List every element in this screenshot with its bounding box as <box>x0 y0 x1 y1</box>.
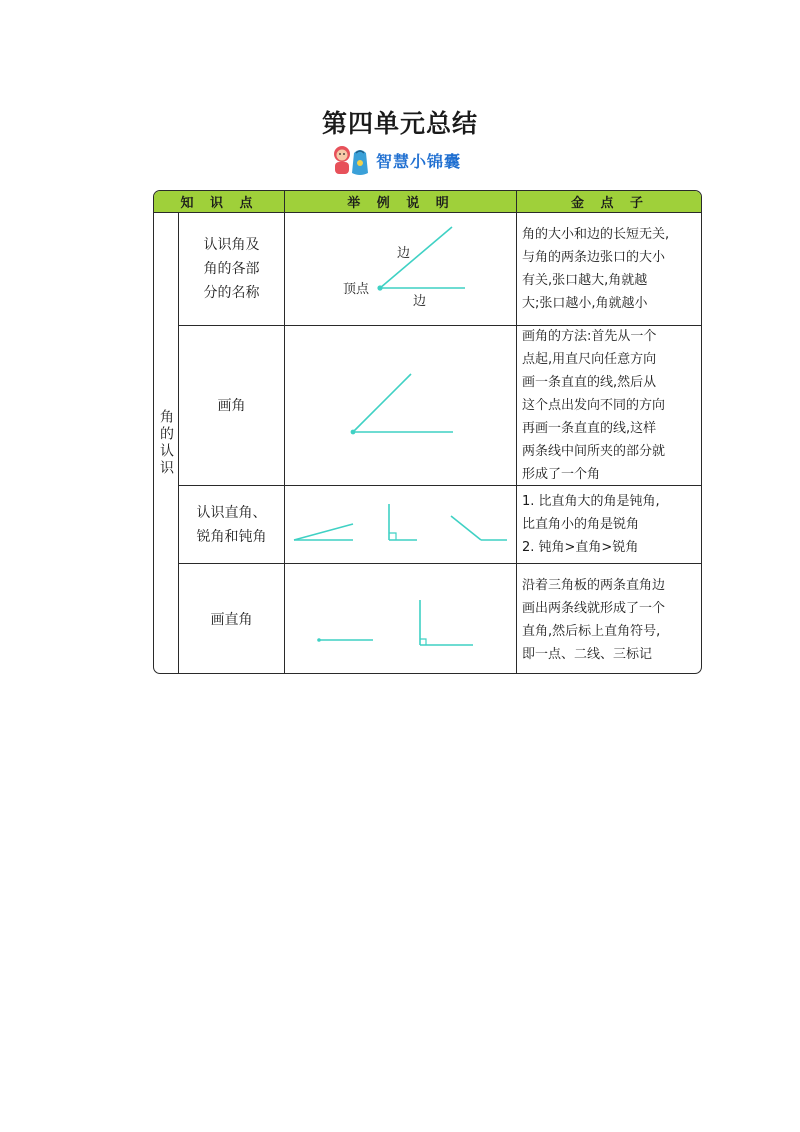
boy-and-bag-mascot-icon <box>330 143 370 177</box>
angle-parts-diagram <box>285 213 516 325</box>
tip-cell <box>522 326 698 485</box>
ray-with-point <box>317 638 373 642</box>
acute-angle <box>294 524 353 540</box>
label-side-top: 边 <box>397 246 411 261</box>
knowledge-text: 认识角及 角的各部 分的名称 <box>203 237 260 301</box>
knowledge-cell <box>179 564 284 674</box>
section-subtitle <box>330 143 461 177</box>
example-cell <box>285 564 516 674</box>
category-label: 角的认识 <box>158 409 174 477</box>
tip-cell <box>522 564 698 674</box>
category-cell <box>154 213 178 673</box>
page-title: 第四单元总结 <box>321 109 478 138</box>
example-cell <box>285 326 516 485</box>
header-example: 举 例 说 明 <box>285 191 517 213</box>
label-side-bottom: 边 <box>413 294 427 309</box>
tip-text: 画角的方法:首先从一个 点起,用直尺向任意方向 画一条直直的线,然后从 这个点出发向不同的方向 再画一条直直的线,这样 两条线中间所夹的部分就 形成了一个角 <box>522 329 666 482</box>
tip-text: 沿着三角板的两条直角边 画出两条线就形成了一个 直角,然后标上直角符号, 即一点、二线、三标记 <box>522 577 666 662</box>
grid-line <box>516 191 517 673</box>
example-cell <box>285 486 516 563</box>
header-knowledge: 知 识 点 <box>154 191 285 213</box>
angle-side-top <box>380 227 452 288</box>
example-cell <box>285 213 516 325</box>
obtuse-angle <box>451 516 507 540</box>
tip-text: 角的大小和边的长短无关, 与角的两条边张口的大小 有关,张口越大,角就越 大;张口越小,角就越小 <box>522 227 670 311</box>
knowledge-cell <box>179 326 284 485</box>
tip-cell <box>522 486 698 563</box>
subtitle-text: 智慧小锦囊 <box>376 151 462 171</box>
knowledge-text: 画角 <box>217 397 246 414</box>
tip-text: 1. 比直角大的角是钝角, 比直角小的角是锐角 2. 钝角>直角>锐角 <box>522 494 660 555</box>
knowledge-text: 认识直角、 锐角和钝角 <box>196 504 267 545</box>
tip-cell <box>522 213 698 325</box>
header-tip: 金 点 子 <box>517 191 702 213</box>
angle-vertex-dot <box>351 430 356 435</box>
draw-right-angle-diagram <box>285 564 516 674</box>
label-vertex: 顶点 <box>343 282 370 297</box>
knowledge-cell <box>179 213 284 325</box>
right-angle <box>389 504 417 540</box>
angle-side-top <box>353 374 411 432</box>
summary-table <box>153 190 702 674</box>
angle-types-diagram <box>285 486 516 563</box>
right-angle-with-mark <box>420 600 473 645</box>
angle-vertex-dot <box>377 285 382 290</box>
draw-angle-diagram <box>285 326 516 485</box>
knowledge-text: 画直角 <box>210 611 253 628</box>
knowledge-cell <box>179 486 284 563</box>
